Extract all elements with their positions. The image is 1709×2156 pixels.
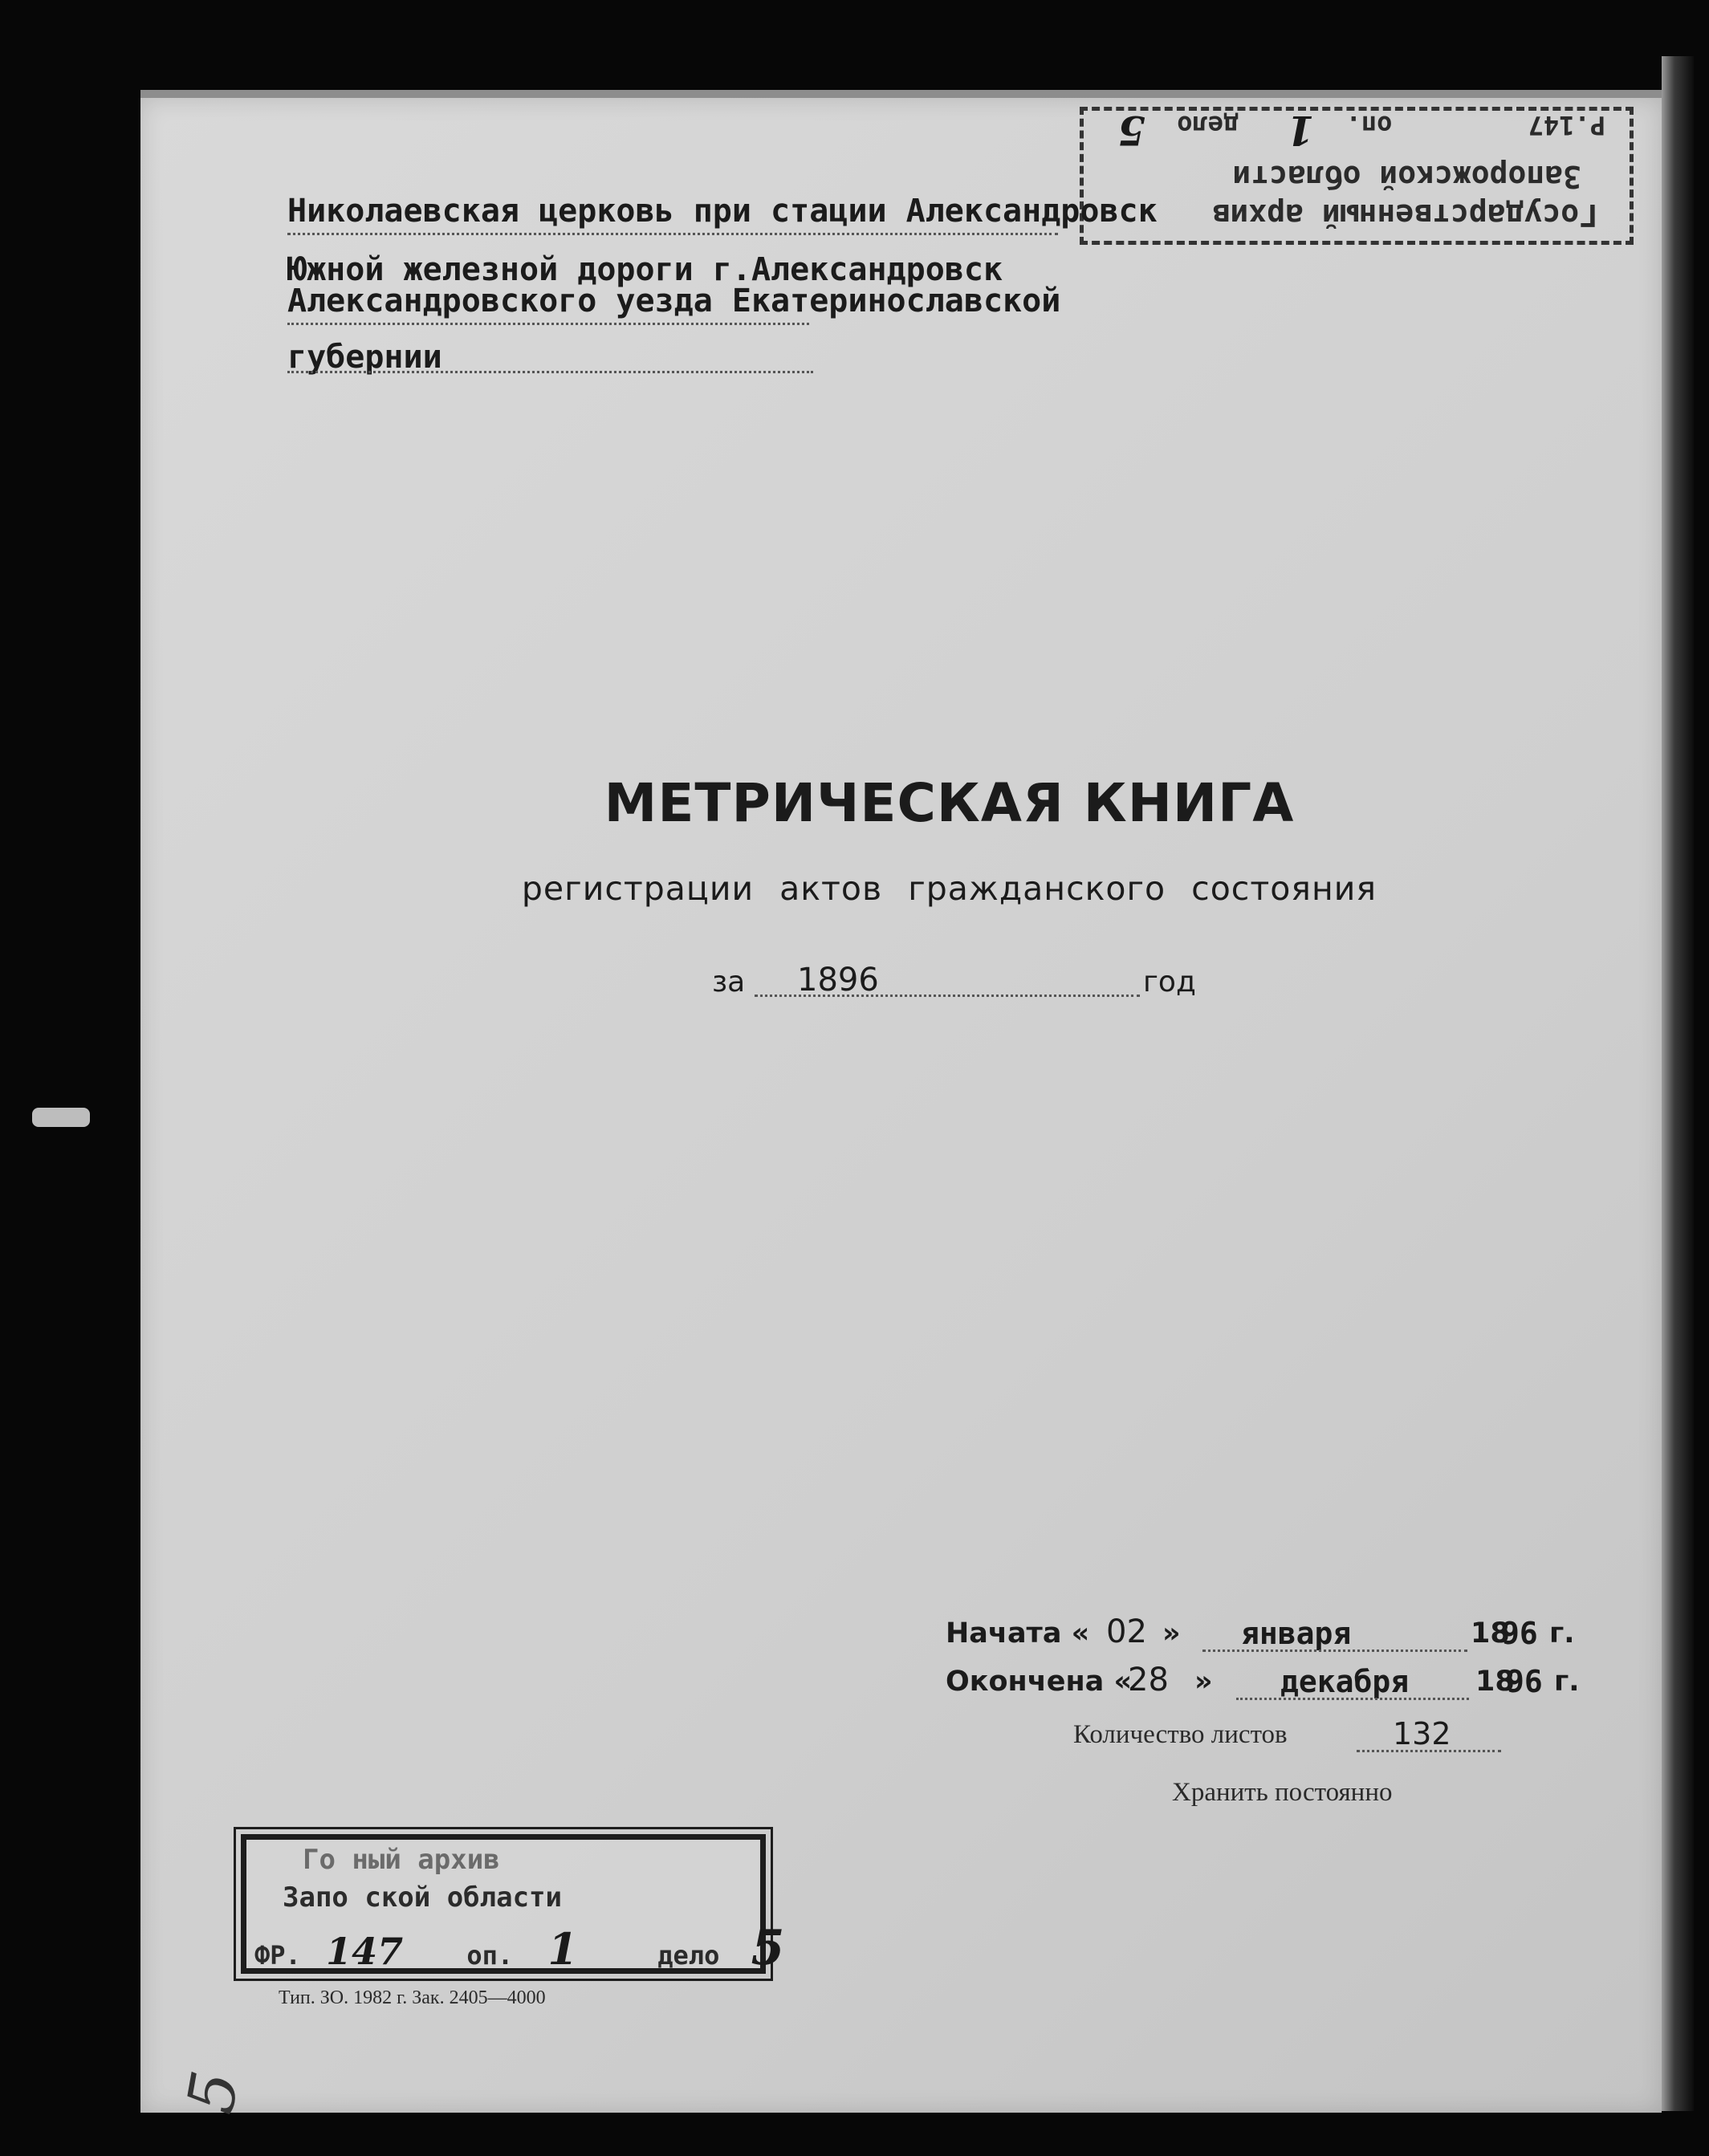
parish-underline-3 (287, 371, 813, 373)
stamp-top-fond-value: Р.147 (1528, 110, 1605, 140)
stamp-top-opis-value: 1 (1286, 107, 1315, 154)
stamp-top-opis-label: оп. (1345, 110, 1393, 140)
retention-note: Хранить постоянно (1172, 1778, 1393, 1807)
sheets-value: 132 (1393, 1716, 1451, 1751)
stamp-fond-value: 147 (326, 1930, 404, 1973)
end-year: 96 (1506, 1664, 1543, 1699)
year-prefix: за (712, 966, 746, 999)
stamp-top-line1: Государственный архив (1211, 197, 1597, 233)
end-month: декабря (1280, 1664, 1410, 1699)
stamp-opis-label: оп. (466, 1940, 514, 1971)
cover-sheet (140, 98, 1662, 2113)
stamp-fond-label: ФР. (254, 1940, 301, 1971)
start-year: 96 (1501, 1616, 1538, 1651)
end-month-underline (1236, 1698, 1469, 1700)
stamp-top-delo-value: 5 (1117, 107, 1145, 154)
print-imprint: Тип. ЗО. 1982 г. Зак. 2405—4000 (279, 1987, 546, 2008)
year-value: 1896 (797, 962, 879, 999)
end-day-close: » (1194, 1666, 1213, 1698)
start-label: Начата « (946, 1617, 1090, 1650)
stamp-bottom-line1: Го ный архив (303, 1844, 500, 1876)
start-day: 02 (1106, 1613, 1147, 1650)
parish-line-2: Южной железной дороги г.Александровск (287, 251, 1003, 288)
end-year-suffix: г. (1554, 1666, 1580, 1698)
parish-underline-2 (287, 323, 809, 325)
start-month: января (1241, 1616, 1352, 1651)
stamp-bottom-ids (254, 1920, 784, 1976)
start-month-underline (1202, 1650, 1467, 1652)
stamp-top-delo-label: дело (1177, 110, 1239, 140)
margin-mark: 5 (173, 2065, 254, 2119)
sheets-underline (1357, 1750, 1501, 1752)
parish-line-3: Александровского уезда Екатеринославской (287, 283, 1061, 319)
stamp-top-line2: Запорожской области (1232, 159, 1581, 194)
left-debris (32, 1108, 90, 1127)
archive-stamp-top (1080, 107, 1634, 245)
stamp-delo-value: 5 (751, 1920, 785, 1976)
year-underline (755, 995, 1140, 997)
start-year-prefix: 18 (1471, 1617, 1510, 1650)
end-label: Окончена « (946, 1666, 1133, 1698)
stamp-delo-label: дело (657, 1940, 720, 1971)
parish-line-4: губернии (287, 339, 442, 376)
stamp-bottom-line2: Запо ской области (283, 1881, 562, 1914)
document-subtitle: регистрации актов гражданского состояния (521, 869, 1377, 908)
start-year-suffix: г. (1549, 1617, 1575, 1650)
stamp-top-fond (1117, 107, 1605, 154)
document-title: МЕТРИЧЕСКАЯ КНИГА (604, 772, 1295, 834)
parish-line-1: Николаевская церковь при стации Александровск (287, 193, 1158, 230)
parish-underline-1 (287, 233, 1058, 235)
end-year-prefix: 18 (1475, 1666, 1515, 1698)
sheets-label: Количество листов (1073, 1720, 1288, 1749)
year-suffix: год (1143, 966, 1196, 999)
archive-stamp-bottom (241, 1834, 785, 1976)
sheet-right-edge (1662, 56, 1694, 2111)
end-day: 28 (1128, 1662, 1169, 1698)
stamp-opis-value: 1 (547, 1923, 578, 1975)
start-day-close: » (1162, 1617, 1181, 1650)
